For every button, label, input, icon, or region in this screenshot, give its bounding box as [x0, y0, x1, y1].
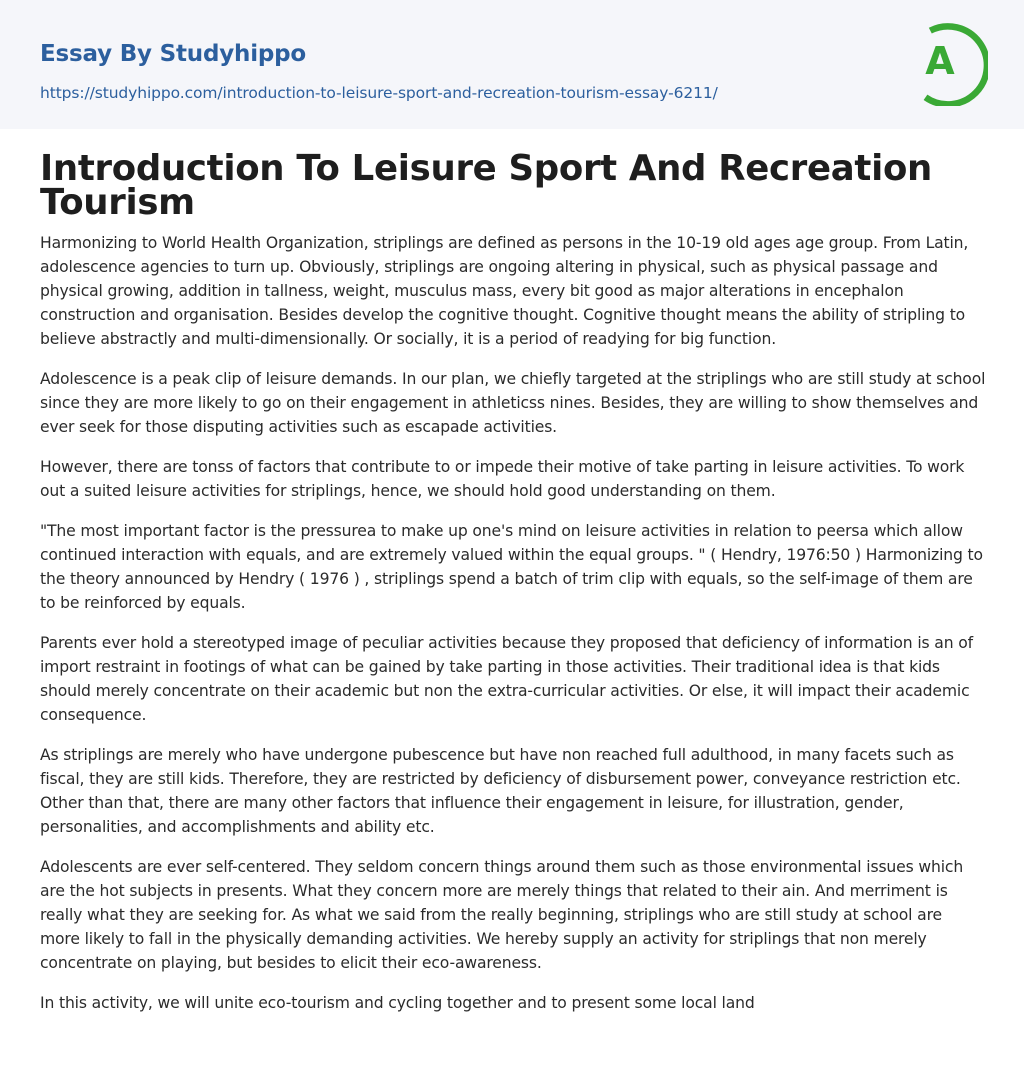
essay-paragraph: Adolescents are ever self-centered. They seldom concern things around them such as those environmental issues which are the hot subjects in presents. What they concern more are merely things that related to their ain. And merriment is really what they are seeking for. As what we said from the really beginning, striplings who are still study at school are more likely to fall in the physically demanding activities. We hereby supply an activity for striplings that non merely concentrate on playing, but besides to elicit their eco-awareness. [40, 858, 964, 972]
essay-paragraph: Harmonizing to World Health Organization, striplings are defined as persons in the 10-19 old ages age group. From Latin, adolescence agencies to turn up. Obviously, striplings are ongoing altering in physical, such as physical passage and physical growing, addition in tallness, weight, musculus mass, every bit good as major alterations in encephalon construction and organisation. Besides develop the cognitive thought. Cognitive thought means the ability of stripling to believe abstractly and multi-dimensionally. Or socially, it is a period of readying for big function. [40, 234, 969, 348]
logo-letter: A [925, 39, 955, 83]
essay-paragraph: Adolescence is a peak clip of leisure demands. In our plan, we chiefly targeted at the striplings who are still study at school since they are more likely to go on their engagement in athleticss nines. Besides, they are willing to show themselves and ever seek for those disputing activities such as escapade activities. [40, 370, 986, 436]
essay-paragraph: "The most important factor is the pressurea to make up one's mind on leisure activities in relation to peersa which allow continued interaction with equals, and are extremely valued within the equal groups. " ( Hendry, 1976:50 ) Harmonizing to the theory announced by Hendry ( 1976 ) , striplings spend a batch of trim clip with equals, so the self-image of them are to be reinforced by equals. [40, 522, 983, 612]
essay-url-link[interactable]: https://studyhippo.com/introduction-to-leisure-sport-and-recreation-tourism-essay-6211/ [40, 84, 718, 102]
essay-title: Introduction To Leisure Sport And Recreation Tourism [40, 148, 933, 223]
essay-paragraph: Parents ever hold a stereotyped image of peculiar activities because they proposed that deficiency of information is an of import restraint in footings of what can be gained by take parting in those activities. Their traditional idea is that kids should merely concentrate on their academic but non the extra-curricular activities. Or else, it will impact their academic consequence. [40, 634, 973, 724]
studyhippo-logo-icon[interactable] [910, 18, 988, 106]
essay-paragraph: In this activity, we will unite eco-tourism and cycling together and to present some local land [40, 994, 755, 1012]
essay-paragraph: As striplings are merely who have undergone pubescence but have non reached full adulthood, in many facets such as fiscal, they are still kids. Therefore, they are restricted by deficiency of disbursement power, conveyance restriction etc. Other than that, there are many other factors that influence their engagement in leisure, for illustration, gender, personalities, and accomplishments and ability etc. [40, 746, 961, 836]
essay-content [0, 148, 1024, 1015]
site-header [0, 0, 1024, 129]
essay-paragraph: However, there are tonss of factors that contribute to or impede their motive of take parting in leisure activities. To work out a suited leisure activities for striplings, hence, we should hold good understanding on them. [40, 458, 965, 500]
brand-title[interactable]: Essay By Studyhippo [40, 41, 307, 67]
